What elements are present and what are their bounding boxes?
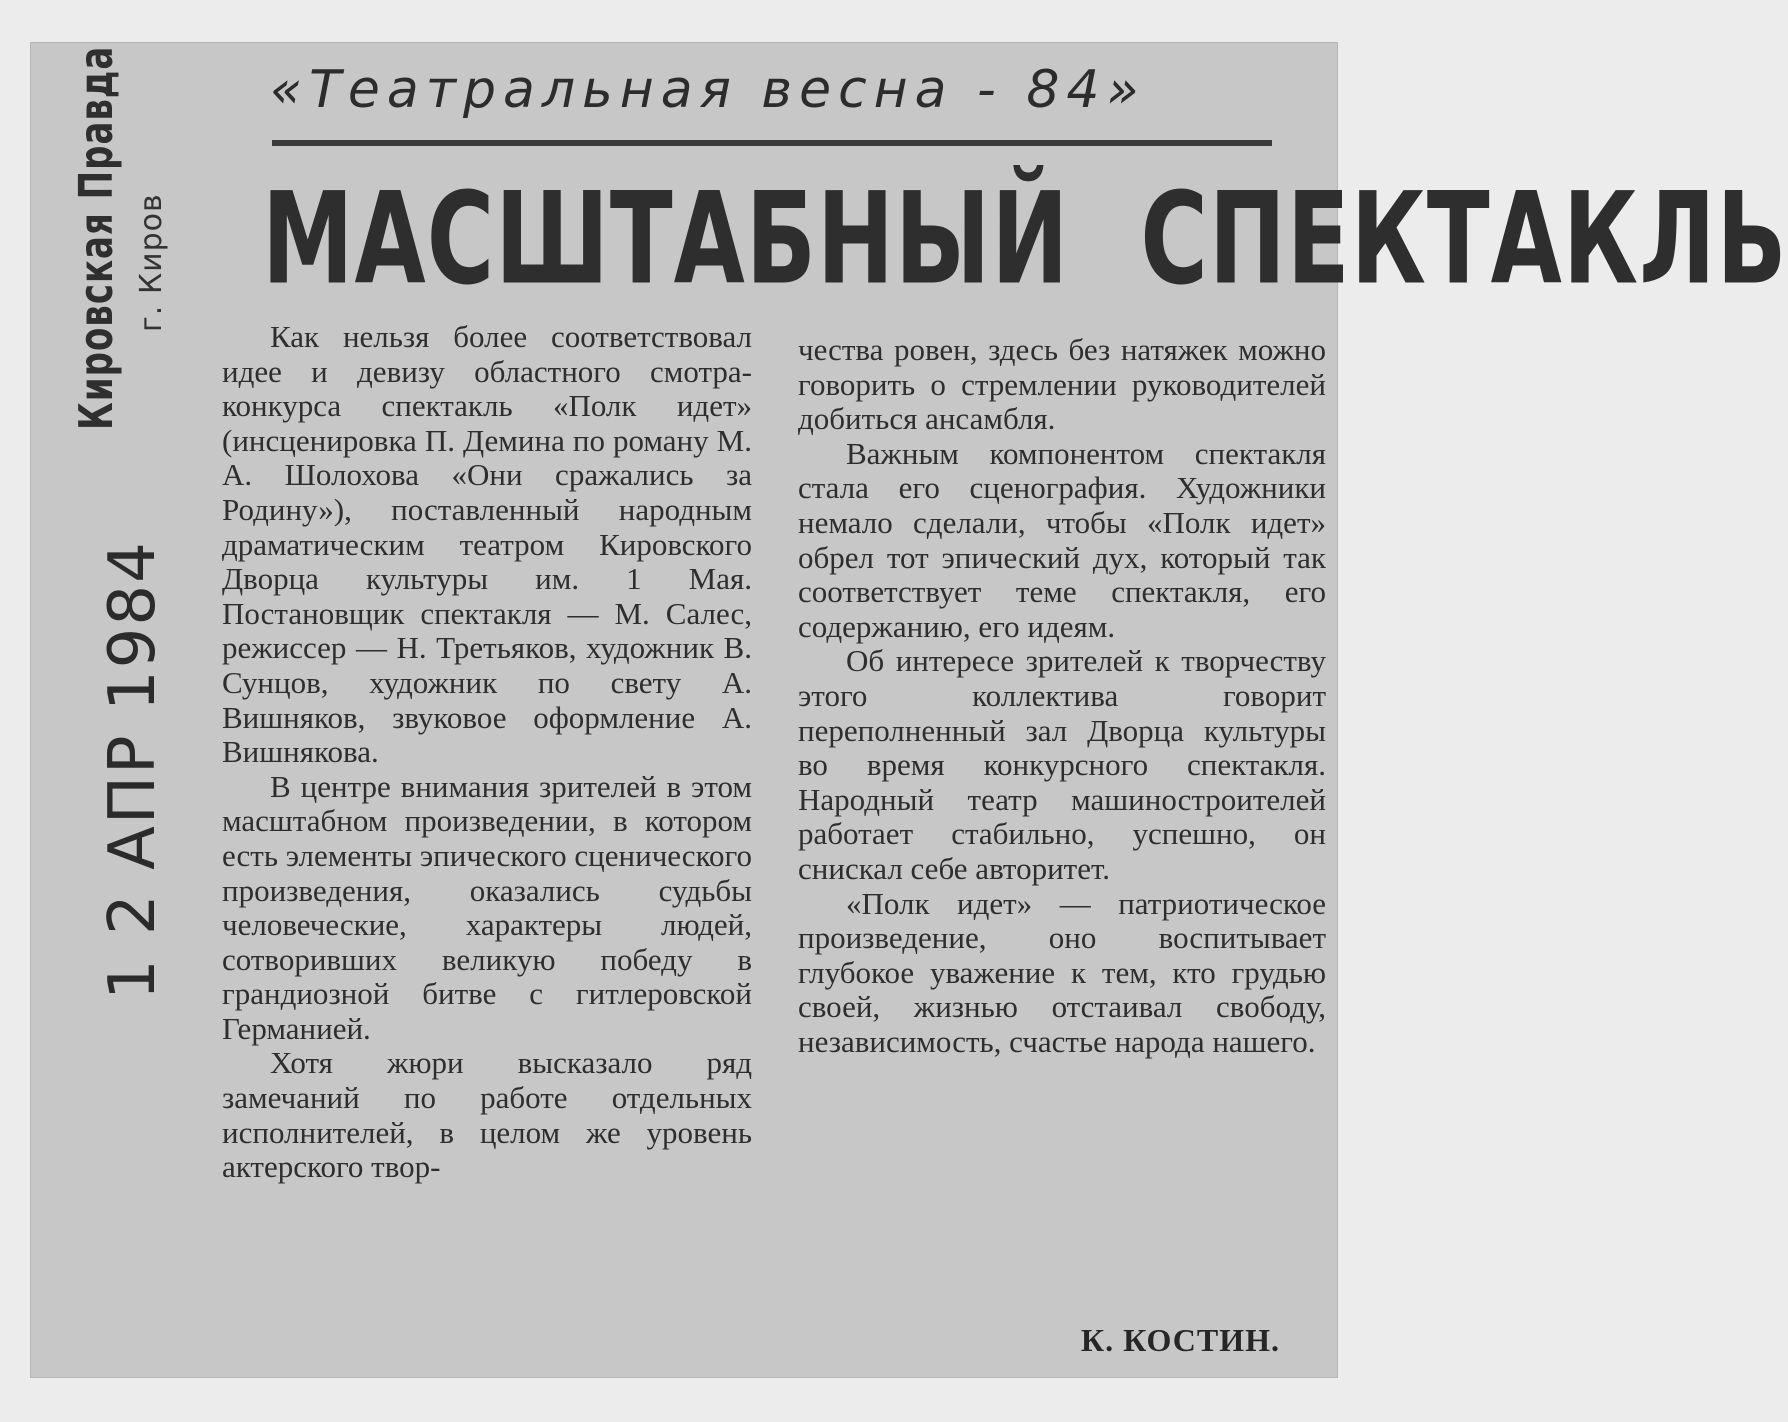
paragraph: «Полк идет» — патриотическое произведение, оно воспитывает глубокое уважение к тем, кто грудью своей, жизнью отстаивал свободу, независимость, счастье народа нашего. xyxy=(798,885,1326,1059)
article-column-right xyxy=(798,333,1326,1059)
paragraph: Важным компонентом спектакля стала его сценография. Художники немало сделали, чтобы «Полк идет» обрел тот эпический дух, который так соответствует теме спектакля, его содержанию, его идеям. xyxy=(798,435,1326,644)
newspaper-name: Кировская Правда xyxy=(70,45,124,430)
paragraph: Об интересе зрителей к творчеству этого коллектива говорит переполненный зал Дворца культуры во время конкурсного спектакля. Народный театр машиностроителей работает стабильно, успешно, он снискал себе авторитет. xyxy=(798,643,1326,886)
article-column-left xyxy=(222,320,752,1185)
paragraph: В центре внимания зрителей в этом масштабном произведении, в котором есть элементы эпического сценического произведения, оказались судьбы человеческие, характеры людей, сотворивших великую победу в грандиозной битве с гитлеровской Германией. xyxy=(222,768,752,1046)
paragraph: чества ровен, здесь без натяжек можно говорить о стремлении руководителей добиться ансамбля. xyxy=(798,332,1326,437)
date-stamp: 1 2 АПР 1984 xyxy=(96,540,170,1000)
author-signature: К. КОСТИН. xyxy=(1080,1322,1280,1358)
paragraph: Как нельзя более соответствовал идее и девизу областного смотра-конкурса спектакль «Полк идет» (инсценировка П. Демина по роману М. А. Шолохова «Они сражались за Родину»), поставленный народным драматическим театром Кировского Дворца культуры им. 1 Мая. Постановщик спектакля — М. Салес, режиссер — Н. Третьяков, художник В. Сунцов, художник по свету А. Вишняков, звуковое оформление А. Вишнякова. xyxy=(222,319,752,770)
rubric-title: «Театральная весна - 84» xyxy=(270,60,1146,120)
city-label: г. Киров xyxy=(134,193,169,332)
paragraph: Хотя жюри высказало ряд замечаний по работе отдельных исполнителей, в целом же уровень актерского твор- xyxy=(222,1045,752,1185)
rubric-divider xyxy=(272,140,1272,146)
article-headline: МАСШТАБНЫЙ СПЕКТАКЛЬ xyxy=(262,165,1788,313)
